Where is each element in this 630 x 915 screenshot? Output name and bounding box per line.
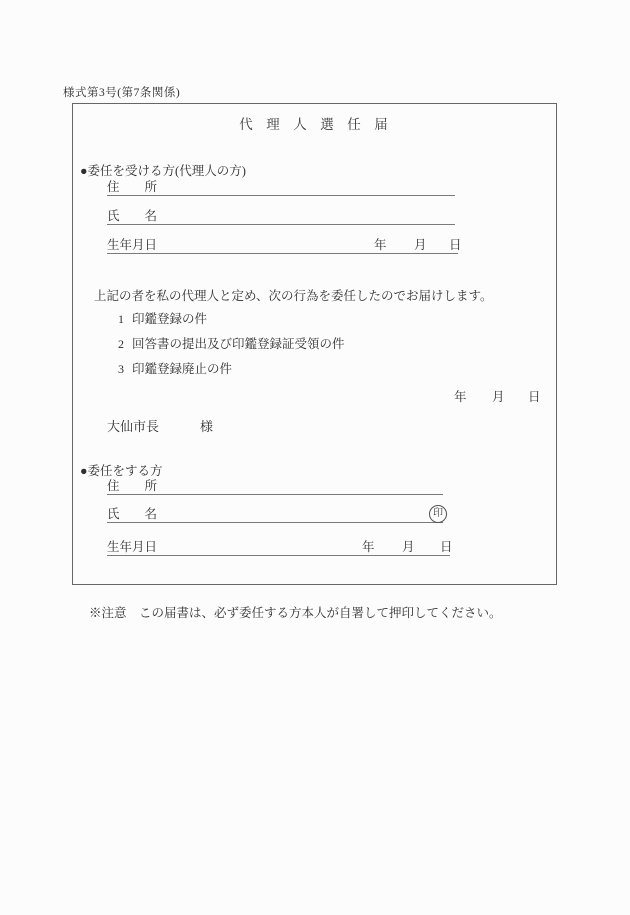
delegate-section-heading: ●委任を受ける方(代理人の方) xyxy=(80,164,246,178)
list-item-label: 印鑑登録の件 xyxy=(132,312,208,326)
year-unit-label: 年 xyxy=(362,540,375,554)
birthdate-label: 生年月日 xyxy=(107,238,158,252)
month-unit-label: 月 xyxy=(414,238,427,252)
addressee-honorific: 様 xyxy=(200,419,214,434)
list-item xyxy=(118,334,345,352)
form-title: 代 理 人 選 任 届 xyxy=(239,117,388,132)
address-label: 住 所 xyxy=(107,479,158,493)
list-item xyxy=(118,359,232,377)
declaration-date-year-label: 年 xyxy=(454,390,467,404)
declaration-statement: 上記の者を私の代理人と定め、次の行為を委任したのでお届けします。 xyxy=(94,289,493,303)
principal-address-field xyxy=(107,479,443,495)
declaration-date-day-label: 日 xyxy=(528,390,541,404)
seal-mark-icon: 印 xyxy=(429,505,447,523)
name-label: 氏 名 xyxy=(107,209,158,223)
day-unit-label: 日 xyxy=(440,540,453,554)
list-item-number: 1 xyxy=(118,312,124,326)
declaration-date-month-label: 月 xyxy=(492,390,505,404)
principal-birthdate-field xyxy=(107,540,453,556)
principal-section-heading: ●委任をする方 xyxy=(80,464,163,478)
delegate-birthdate-field xyxy=(107,238,462,254)
name-label: 氏 名 xyxy=(107,507,158,521)
list-item-number: 3 xyxy=(118,362,124,376)
year-unit-label: 年 xyxy=(374,238,387,252)
principal-name-field xyxy=(107,507,443,523)
address-label: 住 所 xyxy=(107,180,158,194)
birthdate-label: 生年月日 xyxy=(107,540,158,554)
form-number: 様式第3号(第7条関係) xyxy=(63,87,181,99)
delegate-name-field xyxy=(107,209,455,225)
list-item-label: 回答書の提出及び印鑑登録証受領の件 xyxy=(132,337,345,351)
list-item xyxy=(118,309,207,327)
list-item-label: 印鑑登録廃止の件 xyxy=(132,362,233,376)
form-footnote: ※注意 この届書は、必ず委任する方本人が自署して押印してください。 xyxy=(89,606,502,620)
list-item-number: 2 xyxy=(118,337,124,351)
day-unit-label: 日 xyxy=(449,238,462,252)
delegate-address-field xyxy=(107,180,455,196)
addressee-name: 大仙市長 xyxy=(107,419,160,434)
month-unit-label: 月 xyxy=(402,540,415,554)
